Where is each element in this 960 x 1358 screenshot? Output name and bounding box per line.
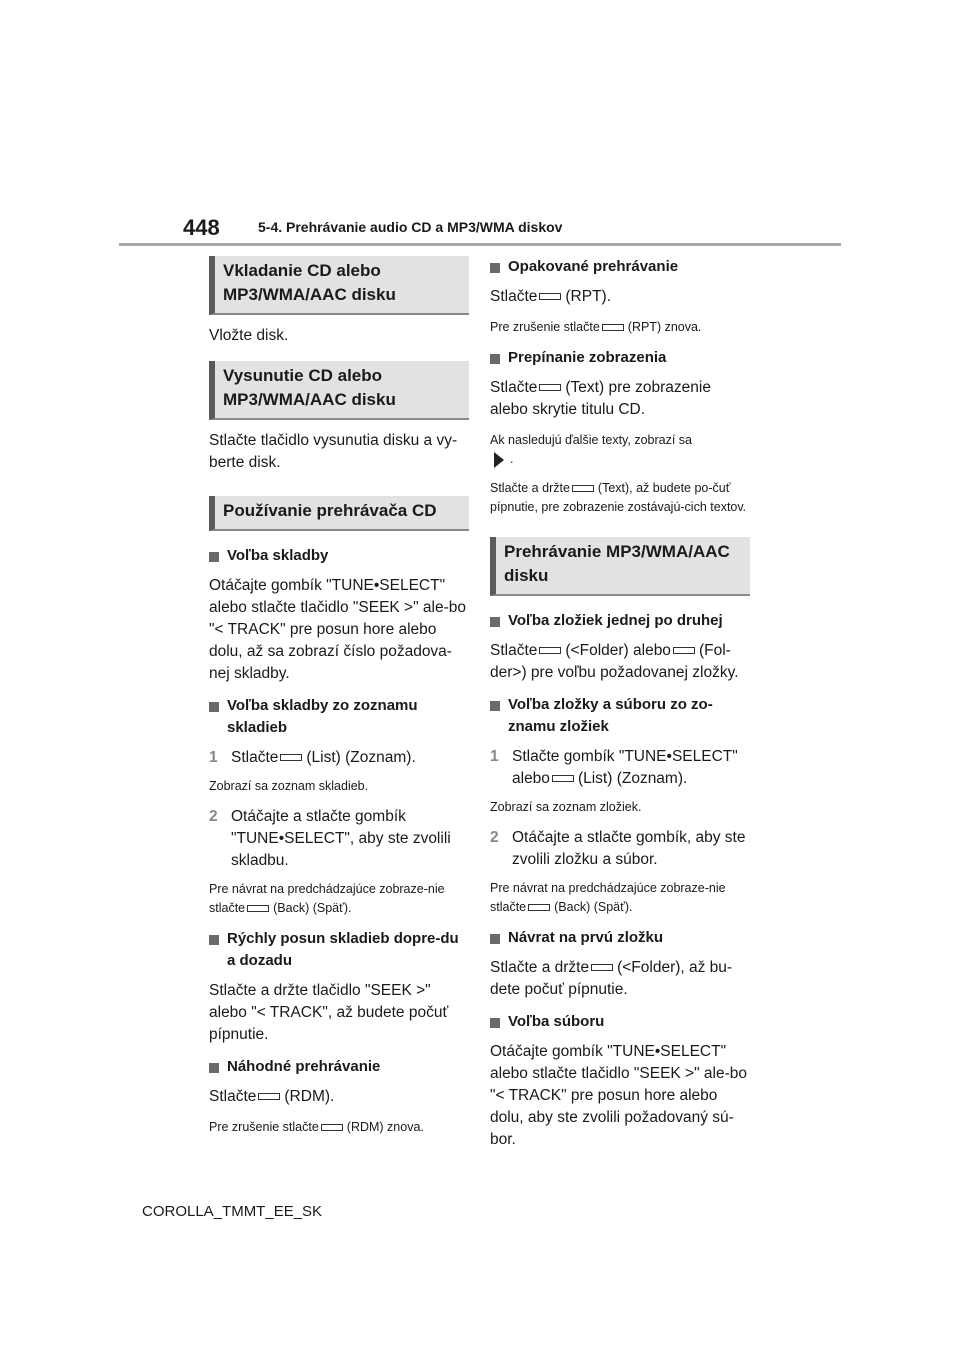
heading-insert-disc: Vkladanie CD alebo MP3/WMA/AAC disku — [209, 256, 469, 315]
note: Ak nasledujú ďalšie texty, zobrazí sa . — [490, 433, 692, 466]
paragraph: Stlačte a držte (<Folder), až bu-dete počuť pípnutie. — [490, 959, 733, 998]
subheading-first-folder: Návrat na prvú zložku — [490, 927, 750, 949]
button-icon — [552, 775, 574, 782]
button-icon — [280, 754, 302, 761]
page-number: 448 — [183, 215, 220, 240]
heading-eject-disc: Vysunutie CD alebo MP3/WMA/AAC disku — [209, 361, 469, 420]
paragraph: Otáčajte gombík "TUNE•SELECT" alebo stlačte tlačidlo "SEEK >" ale-bo "< TRACK" pre posun hore alebo dolu, až sa zobrazí číslo požadova-nej skladby. — [209, 577, 466, 682]
step-number: 2 — [209, 808, 218, 825]
subheading-repeat: Opakované prehrávanie — [490, 256, 750, 278]
note: Pre návrat na predchádzajúce zobraze-nie stlačte (Back) (Späť). — [490, 881, 726, 914]
step-1 — [209, 747, 469, 769]
left-column — [209, 256, 469, 1147]
step-text: Otáčajte a stlačte gombík "TUNE•SELECT", aby ste zvolili skladbu. — [231, 808, 451, 869]
button-icon — [572, 485, 594, 492]
button-icon — [539, 647, 561, 654]
button-icon — [321, 1124, 343, 1131]
right-column — [490, 256, 750, 1161]
document-code: COROLLA_TMMT_EE_SK — [142, 1203, 323, 1220]
heading-cd-player: Používanie prehrávača CD — [209, 496, 469, 531]
paragraph: Stlačte (<Folder) alebo (Fol-der>) pre voľbu požadovanej zložky. — [490, 642, 739, 681]
subheading-folder-select: Voľba zložiek jednej po druhej — [490, 610, 750, 632]
button-icon — [591, 964, 613, 971]
button-icon — [247, 905, 269, 912]
button-icon — [258, 1093, 280, 1100]
paragraph: Vložte disk. — [209, 327, 289, 344]
paragraph: Stlačte (RDM). — [209, 1088, 335, 1105]
step-number: 1 — [209, 749, 218, 766]
subheading-display: Prepínanie zobrazenia — [490, 347, 750, 369]
paragraph: Stlačte tlačidlo vysunutia disku a vy-berte disk. — [209, 432, 458, 471]
page-header — [0, 0, 960, 250]
subheading-fast-forward: Rýchly posun skladieb dopre-du a dozadu — [209, 928, 469, 972]
note: Zobrazí sa zoznam skladieb. — [209, 779, 369, 793]
note: Pre zrušenie stlačte (RDM) znova. — [209, 1120, 424, 1134]
button-icon — [602, 324, 624, 331]
subheading-select-track: Voľba skladby — [209, 545, 469, 567]
button-icon — [528, 904, 550, 911]
step-text: Stlačte (List) (Zoznam). — [231, 749, 416, 766]
paragraph: Otáčajte gombík "TUNE•SELECT" alebo stlačte tlačidlo "SEEK >" ale-bo "< TRACK" pre posun hore alebo dolu, aby ste zvolili požadovaný sú-bor. — [490, 1043, 747, 1148]
step-number: 2 — [490, 829, 499, 846]
button-icon — [539, 384, 561, 391]
step-text: Stlačte gombík "TUNE•SELECT" alebo (List) (Zoznam). — [512, 748, 738, 787]
step-1 — [490, 746, 750, 790]
subheading-folder-list: Voľba zložky a súboru zo zo-znamu zložiek — [490, 694, 750, 738]
step-number: 1 — [490, 748, 499, 765]
section-title: 5-4. Prehrávanie audio CD a MP3/WMA diskov — [258, 219, 563, 235]
paragraph: Stlačte (Text) pre zobrazenie alebo skrytie titulu CD. — [490, 379, 711, 418]
arrow-right-icon — [494, 452, 504, 468]
heading-mp3-playback: Prehrávanie MP3/WMA/AAC disku — [490, 537, 750, 596]
note: Stlačte a držte (Text), až budete po-čuť pípnutie, pre zobrazenie zostávajú-cich textov. — [490, 481, 747, 514]
subheading-track-list: Voľba skladby zo zoznamu skladieb — [209, 695, 469, 739]
button-icon — [673, 647, 695, 654]
note: Pre návrat na predchádzajúce zobraze-nie stlačte (Back) (Späť). — [209, 882, 445, 915]
step-text: Otáčajte a stlačte gombík, aby ste zvolili zložku a súbor. — [512, 829, 746, 868]
note: Zobrazí sa zoznam zložiek. — [490, 800, 642, 814]
button-icon — [539, 293, 561, 300]
note: Pre zrušenie stlačte (RPT) znova. — [490, 320, 702, 334]
step-2 — [209, 806, 469, 872]
subheading-random: Náhodné prehrávanie — [209, 1056, 469, 1078]
step-2 — [490, 827, 750, 871]
header-divider — [119, 243, 841, 246]
paragraph: Stlačte a držte tlačidlo "SEEK >" alebo "< TRACK", až budete počuť pípnutie. — [209, 982, 449, 1043]
subheading-file-select: Voľba súboru — [490, 1011, 750, 1033]
paragraph: Stlačte (RPT). — [490, 288, 612, 305]
